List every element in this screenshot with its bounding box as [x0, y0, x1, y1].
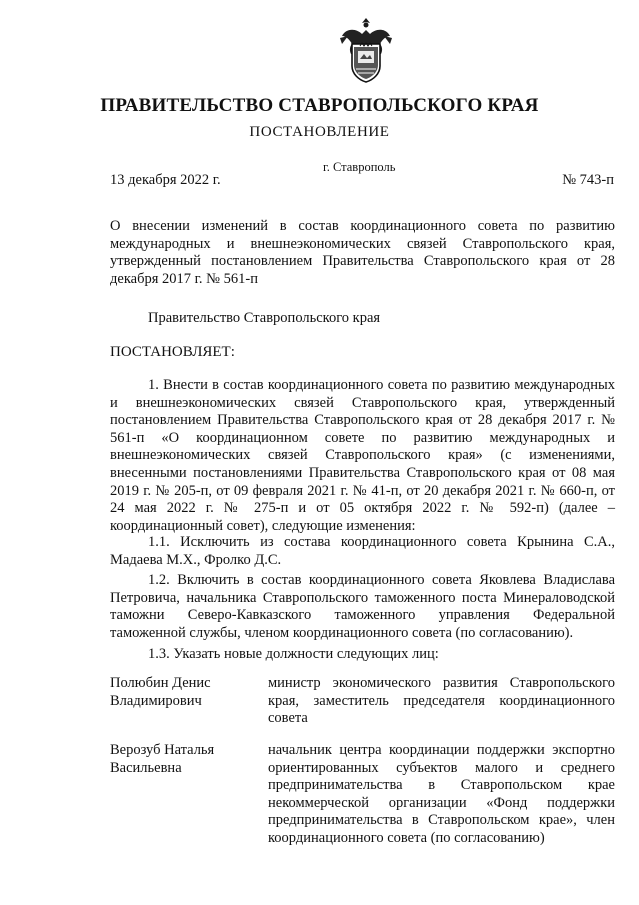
paragraph-1-3-text: 1.3. Указать новые должности следующих лиц: — [148, 646, 439, 662]
person-name — [110, 742, 260, 777]
paragraph-1-2 — [110, 572, 615, 642]
person-patronymic: Владимирович — [110, 692, 202, 709]
document-city: г. Ставрополь — [323, 160, 396, 174]
document-number: № 743-п — [562, 172, 614, 188]
coat-of-arms-icon — [336, 14, 396, 86]
document-type: ПОСТАНОВЛЕНИЕ — [249, 124, 390, 140]
paragraph-1-1-text: 1.1. Исключить из состава координационного совета Крынина С.А., Мадаева М.Х., Фролко Д.С. — [110, 534, 615, 568]
decree-word: ПОСТАНОВЛЯЕТ: — [110, 344, 235, 360]
person-position: начальник центра координации поддержки экспортно ориентированных субъектов малого и среднего предпринимательства в Ставропольском крае некоммерческой организации «Фонд поддержки предпринимательства в Ставропольском крае», член координационного совета (по согласованию) — [268, 742, 615, 846]
document-title: О внесении изменений в состав координационного совета по развитию международных и внешнеэкономических связей Ставропольского края, утвержденный постановлением Правительства Ставропольского края от 28 декабря 2017 г. № 561-п — [110, 218, 615, 287]
paragraph-1-3 — [110, 646, 615, 664]
person-position: министр экономического развития Ставропольского края, заместитель председателя координационного совета — [268, 675, 615, 727]
organization-name: ПРАВИТЕЛЬСТВО СТАВРОПОЛЬСКОГО КРАЯ — [100, 95, 539, 116]
person-patronymic: Васильевна — [110, 759, 182, 776]
paragraph-1 — [110, 377, 615, 535]
paragraph-1-2-text: 1.2. Включить в состав координационного совета Яковлева Владислава Петровича, начальника Ставропольского таможенного поста Минераловодской таможни Северо-Кавказского таможенного управления Федеральной таможенной службы, членом координационного совета (по согласованию). — [110, 572, 615, 641]
person-surname-name: Верозуб Наталья — [110, 742, 215, 758]
issuer-line: Правительство Ставропольского края — [148, 310, 381, 326]
document-date: 13 декабря 2022 г. — [110, 172, 221, 188]
person-surname-name: Полюбин Денис — [110, 675, 211, 691]
person-name — [110, 675, 260, 710]
paragraph-1-1 — [110, 534, 615, 569]
paragraph-1-text: 1. Внести в состав координационного совета по развитию международных и внешнеэкономических связей Ставропольского края, утвержденный постановлением Правительства Ставропольского края от 28 декабря 2017 г. № 561-п «О координационном совете по развитию международных и внешнеэкономических связей Ставропольского края» (с изменениями, внесенными постановлениями Правительства Ставропольского края от 08 мая 2019 г. № 205-п, от 09 февраля 2021 г. № 41-п, от 20 декабря 2021 г. № 660-п, от 24 мая 2022 г. № 275-п и от 05 октября 2022 г. № 592-п) (далее – координационный совет), следующие изменения: — [110, 377, 615, 534]
